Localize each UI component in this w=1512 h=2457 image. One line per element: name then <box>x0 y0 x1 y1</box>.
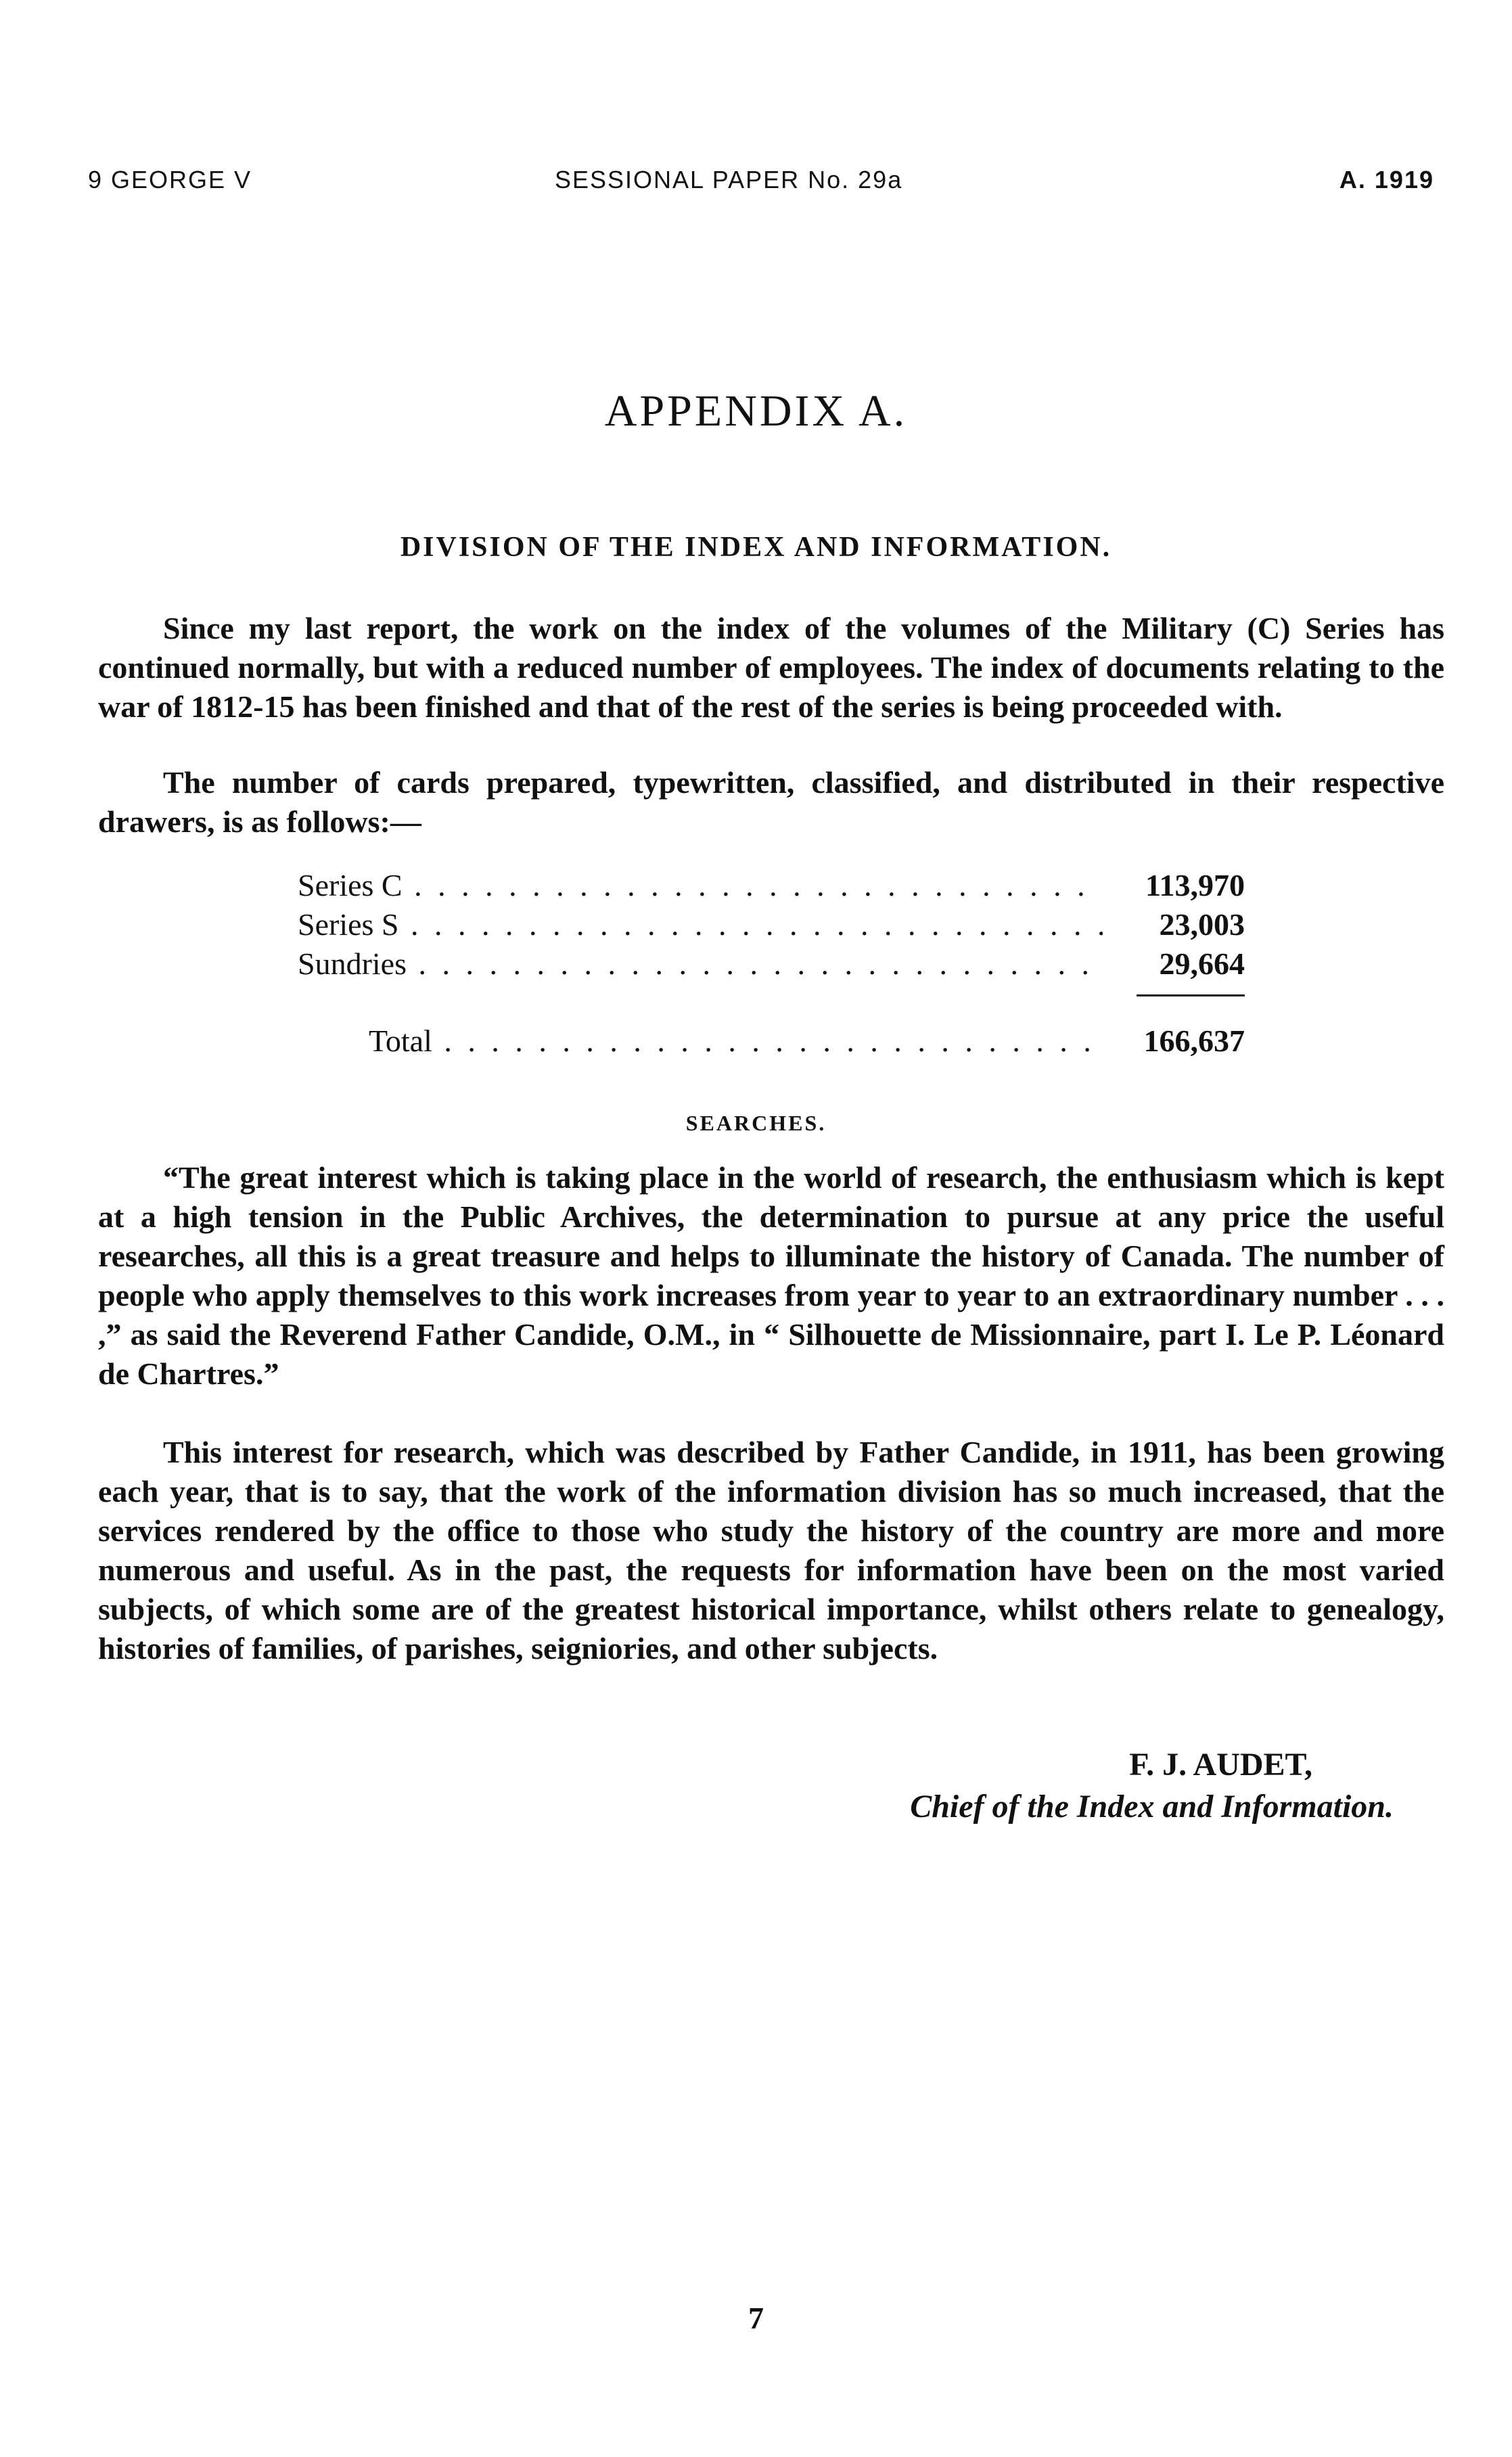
paragraph-cards: The number of cards prepared, typewritten, classified, and distributed in their respective drawers, is as follows:— <box>98 765 1444 839</box>
total-rule <box>1137 994 1245 996</box>
count-row-series-c <box>298 866 1245 905</box>
signature-block <box>744 1744 1394 1828</box>
appendix-title: APPENDIX A. <box>604 386 908 436</box>
count-row-series-s <box>298 905 1245 944</box>
page-number: 7 <box>748 2301 764 2335</box>
count-row-total <box>298 1021 1245 1061</box>
header-year: A. 1919 <box>1339 166 1434 193</box>
count-label: Series S <box>298 907 399 942</box>
card-counts-table <box>298 866 1245 1061</box>
count-row-sundries <box>298 944 1245 984</box>
count-label: Series C <box>298 868 403 902</box>
header-sessional-paper: SESSIONAL PAPER No. 29a <box>555 166 903 193</box>
count-value: 23,003 <box>1109 905 1245 944</box>
running-header <box>88 166 1434 200</box>
total-label: Total <box>369 1024 432 1058</box>
paragraph-interest: This interest for research, which was described by Father Candide, in 1911, has been growing each year, that is to say, that the work of the information division has so much increased, that the services rendered by the office to those who study the history of the country are more and more numerous and useful. As in the past, the requests for information have been on the most varied subjects, of which some are of the greatest historical importance, whilst others relate to genealogy, histories of families, of parishes, seigniories, and other subjects. <box>98 1435 1444 1666</box>
count-value: 29,664 <box>1109 944 1245 984</box>
signature-name: F. J. AUDET, <box>1129 1747 1312 1783</box>
count-label: Sundries <box>298 946 407 981</box>
signature-role: Chief of the Index and Information. <box>910 1789 1394 1824</box>
count-value: 113,970 <box>1109 866 1245 905</box>
searches-heading: SEARCHES. <box>685 1111 827 1135</box>
total-value: 166,637 <box>1109 1021 1245 1061</box>
division-title: DIVISION OF THE INDEX AND INFORMATION. <box>400 532 1112 563</box>
paragraph-quotation: “The great interest which is taking place in the world of research, the enthusiasm which is kept at a high tension in the Public Archives, the determination to pursue at any price the useful researches, all this is a great treasure and helps to illuminate the history of Canada. The number of people who apply themselves to this work increases from year to year to an extraordinary number . . . ,” as said the Reverend Father Candide, O.M., in “ Silhouette de Missionnaire, part I. Le P. Léonard de Chartres.” <box>98 1160 1444 1391</box>
paragraph-report: Since my last report, the work on the index of the volumes of the Military (C) Series has continued normally, but with a reduced number of employees. The index of documents relating to the war of 1812-15 has been finished and that of the rest of the series is being proceeded with. <box>98 611 1444 724</box>
header-regnal-year: 9 GEORGE V <box>88 166 252 193</box>
